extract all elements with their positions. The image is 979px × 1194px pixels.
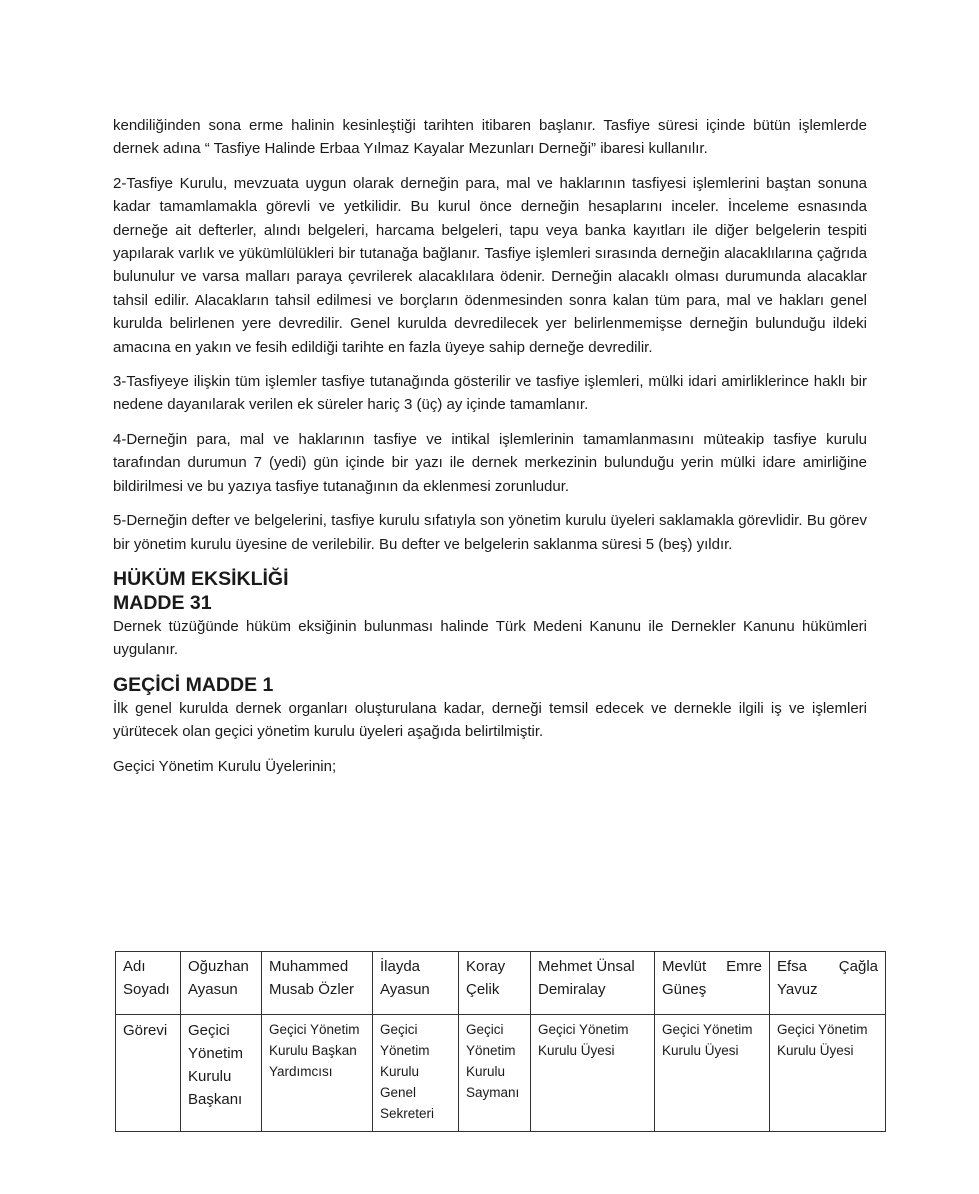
- members-intro: Geçici Yönetim Kurulu Üyelerinin;: [113, 757, 337, 775]
- label-duty-cell: Görevi: [116, 1015, 181, 1132]
- paragraph-tasfiye-5: 5-Derneğin defter ve belgelerini, tasfiye kurulu sıfatıyla son yönetim kurulu üyeleri saklamakla görevlidir. Bu görev bir yönetim kurulu üyesine de verilebilir. Bu defter ve belgelerin saklanma süresi 5 (beş) yıldır.: [113, 512, 867, 553]
- table-row-duties: [116, 1015, 886, 1132]
- member-name-cell: Mehmet Ünsal Demiralay: [531, 952, 655, 1015]
- label-name-cell: Adı Soyadı: [116, 952, 181, 1015]
- board-members-table: [115, 951, 886, 1132]
- member-name-cell: Muhammed Musab Özler: [262, 952, 373, 1015]
- member-name-cell: İlayda Ayasun: [373, 952, 459, 1015]
- paragraph-tasfiye-2: 2-Tasfiye Kurulu, mevzuata uygun olarak derneğin para, mal ve haklarının tasfiyesi işlemlerini baştan sonuna kadar tamamlamakla görevli ve yetkilidir. Bu kurul önce derneğin hesaplarını inceler. İnceleme esnasında derneğe ait defterler, alındı belgeleri, harcama belgeleri, tapu veya banka kayıtları ile diğer belgelerin tespiti yapılarak varlık ve yükümlülükleri bir tutanağa bağlanır. Tasfiye işlemleri sırasında derneğin alacaklılarına çağrıda bulunulur ve varsa malları paraya çevrilerek alacaklılara ödenir. Derneğin alacaklı olması durumunda alacaklar tahsil edilir. Alacakların tahsil edilmesi ve borçların ödenmesinden sonra kalan tüm para, mal ve hakları genel kurulda belirlenen yere devredilir. Genel kurulda devredilecek yer belirlenmemişse derneğin bulunduğu ildeki amacına en yakın ve fesih edildiği tarihte en fazla üyeye sahip derneğe devredilir.: [113, 174, 867, 356]
- member-duty-cell: Geçici Yönetim Kurulu Üyesi: [770, 1015, 886, 1132]
- heading-hukum-eksikligi: HÜKÜM EKSİKLİĞİ: [113, 567, 289, 590]
- member-duty-cell: Geçici Yönetim Kurulu Üyesi: [531, 1015, 655, 1132]
- member-duty-cell: Geçici Yönetim Kurulu Üyesi: [655, 1015, 770, 1132]
- member-name-cell: Oğuzhan Ayasun: [181, 952, 262, 1015]
- paragraph-tasfiye-1: kendiliğinden sona erme halinin kesinleştiği tarihten itibaren başlanır. Tasfiye süresi içinde bütün işlemlerde dernek adına “ Tasfiye Halinde Erbaa Yılmaz Kayalar Mezunları Derneği” ibaresi kullanılır.: [113, 117, 867, 158]
- member-name-cell: Mevlüt Emre Güneş: [655, 952, 770, 1015]
- paragraph-tasfiye-3: 3-Tasfiyeye ilişkin tüm işlemler tasfiye tutanağında gösterilir ve tasfiye işlemleri, mülki idari amirliklerince haklı bir nedene dayanılarak verilen ek süreler hariç 3 (üç) ay içinde tamamlanır.: [113, 373, 867, 414]
- heading-gecici-madde-1: GEÇİCİ MADDE 1: [113, 673, 274, 696]
- heading-madde-31: MADDE 31: [113, 591, 212, 614]
- paragraph-gecici-madde: İlk genel kurulda dernek organları oluşturulana kadar, derneği temsil edecek ve dernekle ilgili iş ve işlemleri yürütecek olan geçici yönetim kurulu üyeleri aşağıda belirtilmiştir.: [113, 699, 867, 741]
- member-duty-cell: Geçici Yönetim Kurulu Saymanı: [459, 1015, 531, 1132]
- paragraph-madde-31: Dernek tüzüğünde hüküm eksiğinin bulunması halinde Türk Medeni Kanunu ile Dernekler Kanunu hükümleri uygulanır.: [113, 617, 867, 659]
- member-duty-cell: Geçici Yönetim Kurulu Genel Sekreteri: [373, 1015, 459, 1132]
- document-page: [113, 114, 867, 789]
- paragraph-tasfiye-4: 4-Derneğin para, mal ve haklarının tasfiye ve intikal işlemlerinin tamamlanmasını müteakip tasfiye kurulu tarafından durumun 7 (yedi) gün içinde bir yazı ile dernek merkezinin bulunduğu yerin mülki idare amirliğine bildirilmesi ve bu yazıya tasfiye tutanağının da eklenmesi zorunludur.: [113, 430, 867, 495]
- member-duty-cell: Geçici Yönetim Kurulu Başkanı: [181, 1015, 262, 1132]
- member-name-cell: Efsa Çağla Yavuz: [770, 952, 886, 1015]
- member-name-cell: Koray Çelik: [459, 952, 531, 1015]
- table-row-names: [116, 952, 886, 1015]
- member-duty-cell: Geçici Yönetim Kurulu Başkan Yardımcısı: [262, 1015, 373, 1132]
